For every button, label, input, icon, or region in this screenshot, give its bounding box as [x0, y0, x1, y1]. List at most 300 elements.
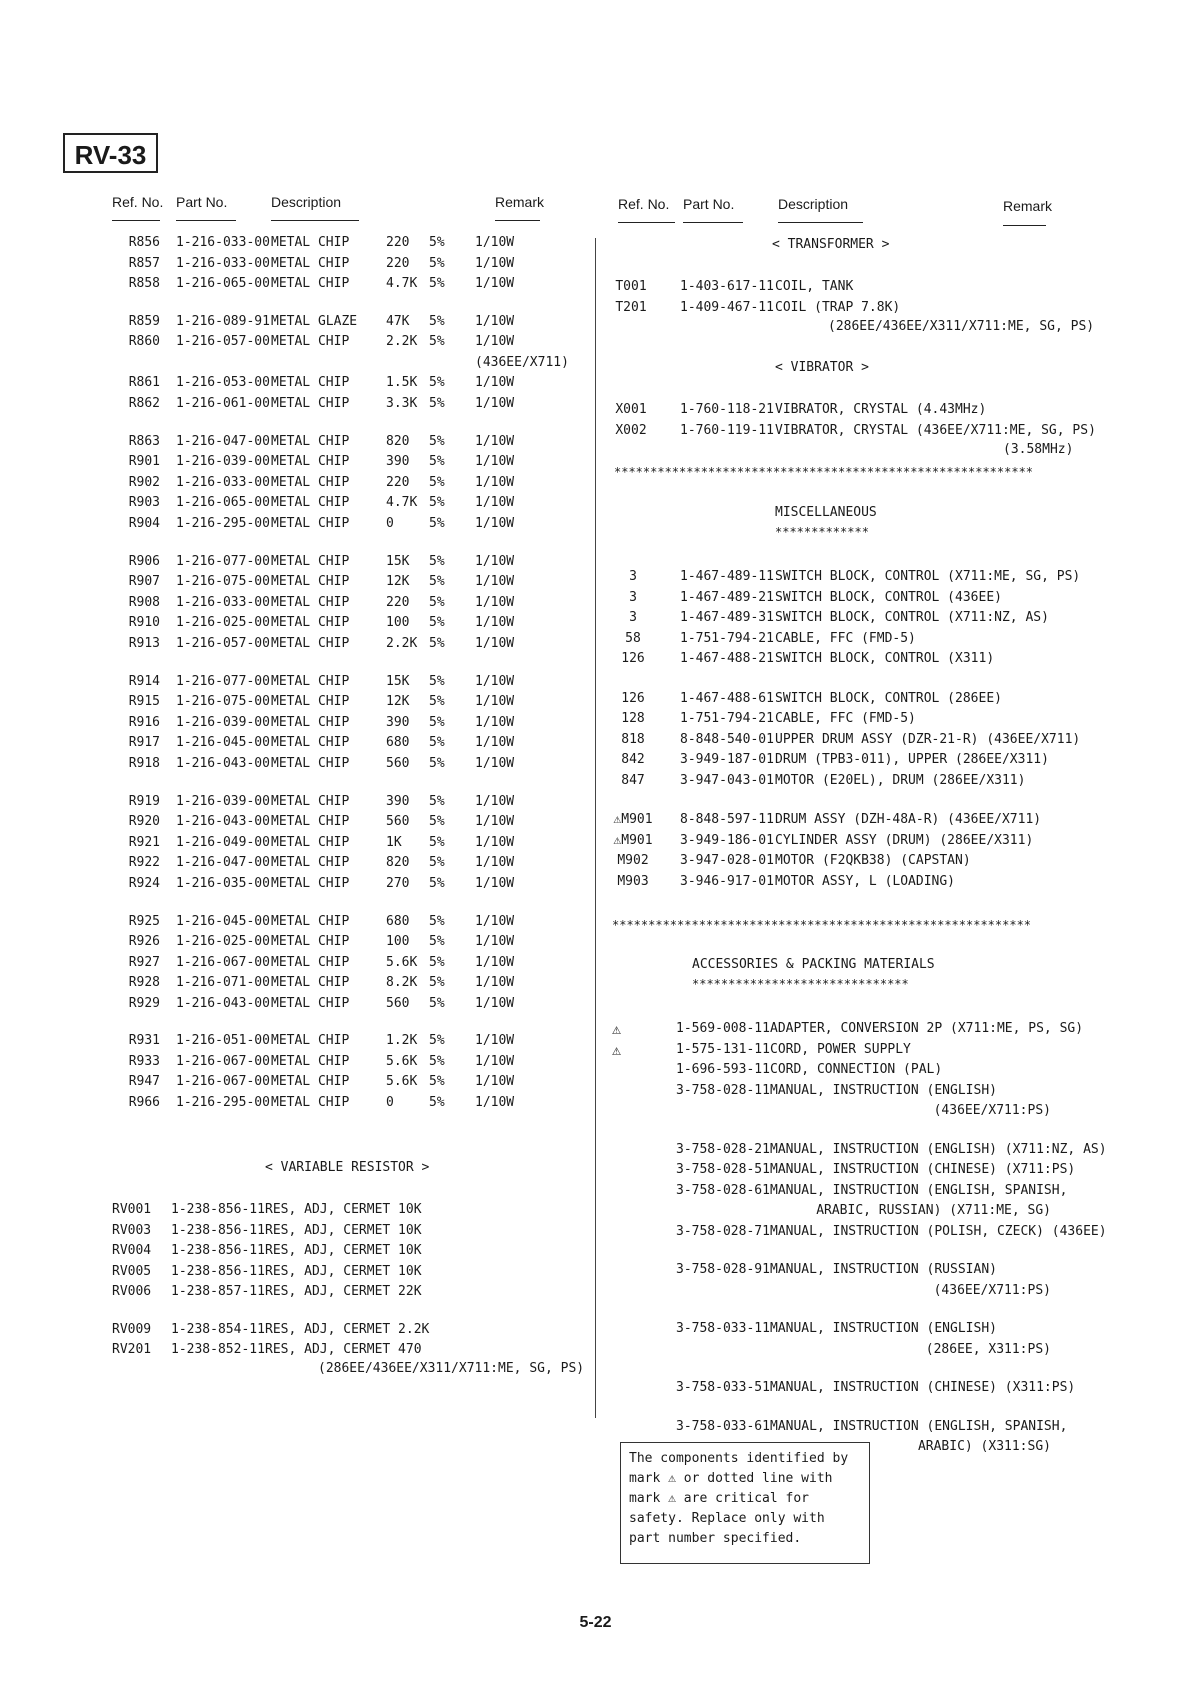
- cell-ref: R908: [128, 594, 160, 610]
- cell-part: 1-409-467-11: [680, 299, 774, 315]
- cell-part: 1-216-065-00: [176, 276, 270, 291]
- cell-desc: METAL CHIP: [271, 515, 350, 531]
- cell-part: 3-758-028-71: [676, 1223, 770, 1239]
- table-row: [0, 452, 595, 472]
- cell-part: 1-216-067-00: [176, 954, 270, 970]
- cell-desc: SWITCH BLOCK, CONTROL (286EE): [775, 690, 1002, 706]
- cell-ref: R918: [128, 755, 160, 771]
- cell-desc: MANUAL, INSTRUCTION (CHINESE) (X711:PS): [770, 1162, 1076, 1177]
- cell-tol: 5%: [429, 615, 445, 631]
- cell-val: 0: [386, 515, 394, 531]
- cell-tol: 5%: [429, 474, 445, 490]
- cell-remark: (436EE/X711:PS): [933, 1282, 1051, 1298]
- table-row: [0, 233, 595, 253]
- cell-part: 1-216-033-00: [176, 235, 270, 250]
- cell-ref: R910: [128, 615, 160, 631]
- header-remark-left: Remark: [495, 194, 545, 210]
- cell-desc: CYLINDER ASSY (DRUM) (286EE/X311): [775, 832, 1034, 848]
- cell-tol: 5%: [429, 954, 445, 970]
- cell-desc: METAL CHIP: [271, 694, 350, 710]
- cell-desc: METAL CHIP: [271, 673, 350, 689]
- separator-stars: **********************************************************: [612, 918, 1032, 932]
- cell-desc: MANUAL, INSTRUCTION (ENGLISH, SPANISH,: [770, 1182, 1068, 1198]
- cell-val: 1.5K: [386, 375, 418, 391]
- table-row: [0, 1260, 1191, 1280]
- cell-ref: R931: [128, 1033, 160, 1049]
- cell-tol: 5%: [429, 313, 445, 329]
- cell-tol: 5%: [429, 855, 445, 871]
- cell-val: 4.7K: [386, 276, 418, 291]
- cell-desc: MANUAL, INSTRUCTION (POLISH, CZECK) (436EE): [770, 1223, 1107, 1239]
- cell-part: 1-216-039-00: [176, 793, 270, 809]
- table-row: [0, 1040, 1191, 1060]
- cell-desc: RES, ADJ, CERMET 10K: [265, 1222, 422, 1238]
- cell-part: 3-949-186-01: [680, 832, 774, 848]
- cell-ref: R925: [128, 913, 160, 929]
- cell-val: 2.2K: [386, 334, 418, 350]
- cell-ref: 128: [621, 711, 645, 726]
- cell-part: 1-238-856-11: [171, 1202, 265, 1217]
- table-row: [0, 689, 1191, 709]
- cell-rem: 1/10W: [475, 735, 515, 751]
- cell-val: 390: [386, 793, 410, 809]
- cell-val: 680: [386, 913, 410, 929]
- cell-ref: R917: [128, 735, 160, 751]
- cell-desc: MOTOR (F2QKB38) (CAPSTAN): [775, 853, 971, 868]
- table-row: [0, 912, 595, 932]
- cell-ref: RV009: [112, 1321, 152, 1337]
- table-row: [0, 567, 1191, 587]
- cell-val: 560: [386, 755, 410, 771]
- cell-desc: METAL CHIP: [271, 1033, 350, 1049]
- table-row: [0, 1222, 1191, 1242]
- cell-desc: SWITCH BLOCK, CONTROL (X711:ME, SG, PS): [775, 569, 1081, 584]
- cell-tol: 5%: [429, 594, 445, 610]
- page-number: 5-22: [579, 1614, 612, 1631]
- cell-rem: 1/10W: [475, 793, 515, 809]
- cell-ref: R913: [128, 635, 160, 651]
- cell-tol: 5%: [429, 814, 445, 830]
- cell-part: 1-216-035-00: [176, 875, 270, 891]
- cell-tol: 5%: [429, 875, 445, 891]
- cell-desc: METAL CHIP: [271, 1053, 350, 1069]
- cell-part: 1-216-033-00: [176, 594, 270, 610]
- cell-rem: 1/10W: [475, 934, 515, 950]
- cell-part: 1-216-295-00: [176, 515, 270, 531]
- cell-rem: 1/10W: [475, 553, 515, 569]
- cell-desc: METAL CHIP: [271, 834, 350, 850]
- table-row: [0, 1140, 1191, 1160]
- cell-ref: R922: [128, 855, 160, 871]
- cell-tol: 5%: [429, 255, 445, 271]
- cell-desc: METAL GLAZE: [271, 313, 358, 329]
- cell-tol: 5%: [429, 235, 445, 250]
- cell-ref: R916: [128, 714, 160, 730]
- cell-desc: METAL CHIP: [271, 635, 350, 651]
- cell-tol: 5%: [429, 635, 445, 651]
- cell-ref: R903: [128, 495, 160, 511]
- cell-ref: R915: [128, 694, 160, 710]
- table-row: [0, 831, 1191, 851]
- cell-val: 390: [386, 714, 410, 730]
- table-row: [0, 629, 1191, 649]
- cell-part: 1-216-067-00: [176, 1074, 270, 1090]
- cell-desc: VIBRATOR, CRYSTAL (436EE/X711:ME, SG, PS): [775, 422, 1096, 438]
- cell-ref: X001: [615, 402, 647, 417]
- cell-rem: 1/10W: [475, 495, 515, 511]
- cell-tol: 5%: [429, 975, 445, 991]
- cell-desc: METAL CHIP: [271, 755, 350, 771]
- cell-desc: METAL CHIP: [271, 975, 350, 991]
- cell-rem: 1/10W: [475, 694, 515, 710]
- cell-desc: COIL (TRAP 7.8K): [775, 299, 901, 315]
- cell-ref: R924: [128, 875, 160, 891]
- cell-ref: ⚠M901: [613, 832, 653, 848]
- cell-desc: SWITCH BLOCK, CONTROL (436EE): [775, 589, 1002, 605]
- cell-rem: 1/10W: [475, 395, 515, 411]
- cell-part: 3-758-033-11: [676, 1321, 770, 1336]
- cell-desc: METAL CHIP: [271, 235, 350, 250]
- table-row: [0, 332, 595, 352]
- cell-ref: RV003: [112, 1222, 152, 1238]
- table-row: [0, 608, 1191, 628]
- cell-part: 3-949-187-01: [680, 752, 774, 767]
- cell-part: 3-947-028-01: [680, 853, 774, 868]
- cell-ref: R921: [128, 834, 160, 850]
- section-heading-miscellaneous: MISCELLANEOUS: [775, 505, 877, 520]
- cell-val: 270: [386, 875, 410, 891]
- cell-rem: 1/10W: [475, 995, 515, 1011]
- table-row: [0, 1060, 1191, 1080]
- cell-part: 1-216-043-00: [176, 755, 270, 771]
- cell-part: 8-848-540-01: [680, 731, 774, 747]
- cell-desc: METAL CHIP: [271, 954, 350, 970]
- table-row: [0, 1340, 1191, 1360]
- cell-desc: METAL CHIP: [271, 995, 350, 1011]
- section-heading-transformer: < TRANSFORMER >: [772, 237, 890, 252]
- cell-desc: METAL CHIP: [271, 495, 350, 511]
- cell-part: 1-216-049-00: [176, 834, 270, 850]
- cell-val: 220: [386, 474, 410, 490]
- cell-desc: COIL, TANK: [775, 279, 854, 294]
- cell-ref: R863: [128, 433, 160, 449]
- cell-desc: METAL CHIP: [271, 553, 350, 569]
- cell-tol: 5%: [429, 834, 445, 850]
- header-desc-right: Description: [778, 196, 849, 212]
- cell-desc: MOTOR (E20EL), DRUM (286EE/X311): [775, 772, 1026, 788]
- cell-tol: 5%: [429, 515, 445, 531]
- table-row: [0, 1081, 1191, 1101]
- cell-val: 5.6K: [386, 1074, 418, 1090]
- cell-rem: 1/10W: [475, 515, 515, 531]
- cell-part: 1-216-047-00: [176, 855, 270, 871]
- cell-desc: SWITCH BLOCK, CONTROL (X311): [775, 651, 995, 666]
- cell-ref: R927: [128, 954, 160, 970]
- table-row: [0, 298, 1191, 318]
- cell-ref: RV006: [112, 1284, 152, 1299]
- cell-part: 1-216-061-00: [176, 395, 270, 411]
- header-underline: [778, 222, 863, 223]
- cell-tol: 5%: [429, 913, 445, 929]
- cell-part: 1-216-051-00: [176, 1033, 270, 1049]
- cell-desc: METAL CHIP: [271, 714, 350, 730]
- cell-part: 1-238-852-11: [171, 1342, 265, 1357]
- cell-ref: R929: [128, 995, 160, 1011]
- table-row: [0, 1281, 1191, 1301]
- cell-part: 3-758-028-51: [676, 1162, 770, 1177]
- cell-ref: 3: [629, 569, 637, 584]
- table-row: [0, 851, 1191, 871]
- cell-val: 2.2K: [386, 635, 418, 651]
- cell-rem: 1/10W: [475, 1033, 515, 1049]
- cell-part: 1-216-045-00: [176, 735, 270, 751]
- cell-val: 3.3K: [386, 395, 418, 411]
- cell-desc: METAL CHIP: [271, 375, 350, 391]
- header-part-right: Part No.: [683, 196, 735, 212]
- cell-desc: RES, ADJ, CERMET 10K: [265, 1202, 422, 1217]
- cell-desc: METAL CHIP: [271, 855, 350, 871]
- cell-rem: 1/10W: [475, 714, 515, 730]
- cell-desc: MANUAL, INSTRUCTION (CHINESE) (X311:PS): [770, 1380, 1076, 1395]
- cell-val: 680: [386, 735, 410, 751]
- table-row: [0, 973, 595, 993]
- cell-ref: RV201: [112, 1342, 152, 1357]
- cell-val: 220: [386, 594, 410, 610]
- cell-ref: R928: [128, 975, 160, 991]
- cell-rem: 1/10W: [475, 276, 515, 291]
- cell-part: 1-467-488-21: [680, 651, 774, 666]
- cell-desc: METAL CHIP: [271, 875, 350, 891]
- cell-desc: RES, ADJ, CERMET 2.2K: [265, 1321, 430, 1337]
- cell-rem: 1/10W: [475, 834, 515, 850]
- cell-part: 1-216-033-00: [176, 255, 270, 271]
- cell-ref: RV001: [112, 1202, 152, 1217]
- table-row: [0, 421, 1191, 441]
- cell-desc: VIBRATOR, CRYSTAL (4.43MHz): [775, 402, 987, 417]
- cell-desc: MANUAL, INSTRUCTION (ENGLISH, SPANISH,: [770, 1418, 1068, 1434]
- table-row: [0, 810, 1191, 830]
- cell-ref: R920: [128, 814, 160, 830]
- cell-desc: METAL CHIP: [271, 793, 350, 809]
- cell-desc: UPPER DRUM ASSY (DZR-21-R) (436EE/X711): [775, 731, 1081, 747]
- cell-ref: M903: [617, 873, 649, 889]
- cell-part: 1-216-039-00: [176, 454, 270, 470]
- cell-rem: 1/10W: [475, 433, 515, 449]
- cell-desc: METAL CHIP: [271, 574, 350, 590]
- cell-desc: METAL CHIP: [271, 814, 350, 830]
- cell-ref: R859: [128, 313, 160, 329]
- cell-ref: RV005: [112, 1263, 152, 1279]
- cell-part: 1-760-118-21: [680, 402, 774, 417]
- cell-desc: RES, ADJ, CERMET 22K: [265, 1284, 422, 1299]
- table-row: [0, 730, 1191, 750]
- cell-part: 1-569-008-11: [676, 1021, 770, 1036]
- cell-rem: 1/10W: [475, 1053, 515, 1069]
- cell-part: 1-751-794-21: [680, 711, 774, 726]
- section-heading-variable-resistor: < VARIABLE RESISTOR >: [265, 1160, 430, 1175]
- header-remark-right: Remark: [1003, 198, 1053, 214]
- table-row: [0, 1437, 1191, 1457]
- cell-tol: 5%: [429, 1074, 445, 1090]
- cell-ref: R966: [128, 1094, 160, 1110]
- cell-tol: 5%: [429, 495, 445, 511]
- cell-part: 1-238-856-11: [171, 1222, 265, 1238]
- cell-desc: METAL CHIP: [271, 615, 350, 631]
- cell-ref: M902: [617, 853, 649, 868]
- header-underline: [495, 220, 540, 221]
- table-row: [0, 1201, 1191, 1221]
- cell-part: 1-467-489-31: [680, 610, 774, 625]
- cell-desc: METAL CHIP: [271, 735, 350, 751]
- cell-ref: R947: [128, 1074, 160, 1090]
- header-ref-left: Ref. No.: [112, 194, 164, 210]
- safety-note: The components identified by mark ⚠ or dotted line with mark ⚠ are critical for safety. Replace only with part number specified.: [620, 1442, 870, 1564]
- cell-part: 1-575-131-11: [676, 1041, 770, 1057]
- cell-part: 1-216-057-00: [176, 334, 270, 350]
- warning-icon: ⚠: [612, 1040, 622, 1059]
- cell-tol: 5%: [429, 276, 445, 291]
- table-row: [0, 771, 1191, 791]
- cell-rem: 1/10W: [475, 474, 515, 490]
- table-row: [0, 792, 595, 812]
- cell-tol: 5%: [429, 694, 445, 710]
- cell-val: 220: [386, 235, 410, 250]
- section-heading-accessories: ACCESSORIES & PACKING MATERIALS: [692, 957, 935, 972]
- cell-ref: R856: [128, 235, 160, 250]
- cell-part: 1-216-295-00: [176, 1094, 270, 1110]
- table-row: [0, 994, 595, 1014]
- table-row: [0, 932, 595, 952]
- cell-rem: 1/10W: [475, 913, 515, 929]
- cell-part: 1-216-053-00: [176, 375, 270, 391]
- cell-part: 1-216-025-00: [176, 615, 270, 631]
- cell-ref: T201: [615, 299, 647, 315]
- cell-part: 1-216-077-00: [176, 553, 270, 569]
- table-row: [0, 649, 1191, 669]
- cell-desc: RES, ADJ, CERMET 470: [265, 1342, 422, 1357]
- table-row: [0, 1101, 1191, 1121]
- header-ref-right: Ref. No.: [618, 196, 670, 212]
- table-row: [0, 1378, 1191, 1398]
- remark-note: (286EE/436EE/X311/X711:ME, SG, PS): [828, 319, 1095, 334]
- cell-part: 1-216-045-00: [176, 913, 270, 929]
- cell-part: 1-216-075-00: [176, 694, 270, 710]
- cell-rem: 1/10W: [475, 594, 515, 610]
- cell-ref: X002: [615, 422, 647, 438]
- remark-note: (3.58MHz): [1003, 442, 1074, 457]
- cell-ref: 3: [629, 610, 637, 625]
- cell-part: 1-216-071-00: [176, 975, 270, 991]
- cell-part: 1-216-025-00: [176, 934, 270, 950]
- header-underline: [683, 222, 743, 223]
- table-row: [0, 1241, 595, 1261]
- table-row: [0, 1417, 1191, 1437]
- cell-desc: METAL CHIP: [271, 395, 350, 411]
- cell-desc: METAL CHIP: [271, 255, 350, 271]
- cell-val: 12K: [386, 694, 410, 710]
- cell-tol: 5%: [429, 574, 445, 590]
- cell-val: 100: [386, 934, 410, 950]
- cell-rem: 1/10W: [475, 975, 515, 991]
- table-row: [0, 1160, 1191, 1180]
- cell-part: 1-216-047-00: [176, 433, 270, 449]
- cell-rem: 1/10W: [475, 235, 515, 250]
- cell-desc: DRUM ASSY (DZH-48A-R) (436EE/X711): [775, 812, 1042, 827]
- cell-ref: R906: [128, 553, 160, 569]
- cell-ref: R901: [128, 454, 160, 470]
- cell-val: 15K: [386, 553, 410, 569]
- cell-tol: 5%: [429, 1033, 445, 1049]
- cell-part: 1-467-488-61: [680, 690, 774, 706]
- table-row: [0, 1019, 1191, 1039]
- cell-ref: 3: [629, 589, 637, 605]
- cell-ref: R933: [128, 1053, 160, 1069]
- cell-part: 3-947-043-01: [680, 772, 774, 788]
- separator-stars: ******************************: [692, 977, 909, 991]
- cell-tol: 5%: [429, 714, 445, 730]
- cell-ref: 842: [621, 752, 645, 767]
- cell-ref: R857: [128, 255, 160, 271]
- cell-part: 1-216-075-00: [176, 574, 270, 590]
- cell-tol: 5%: [429, 755, 445, 771]
- cell-desc: CORD, POWER SUPPLY: [770, 1041, 911, 1057]
- cell-rem: 1/10W: [475, 375, 515, 391]
- cell-part: 1-696-593-11: [676, 1062, 770, 1077]
- cell-tol: 5%: [429, 334, 445, 350]
- cell-tol: 5%: [429, 673, 445, 689]
- cell-val: 390: [386, 454, 410, 470]
- table-row: [0, 493, 595, 513]
- cell-val: 0: [386, 1094, 394, 1110]
- cell-tol: 5%: [429, 553, 445, 569]
- cell-ref: R919: [128, 793, 160, 809]
- cell-ref: T001: [615, 279, 647, 294]
- cell-ref: ⚠M901: [613, 812, 653, 827]
- separator-stars: **********************************************************: [614, 465, 1034, 479]
- cell-rem: 1/10W: [475, 574, 515, 590]
- cell-desc: MANUAL, INSTRUCTION (RUSSIAN): [770, 1262, 997, 1277]
- section-heading-vibrator: < VIBRATOR >: [775, 360, 869, 375]
- cell-val: 820: [386, 855, 410, 871]
- cell-rem: 1/10W: [475, 875, 515, 891]
- cell-rem: 1/10W: [475, 334, 515, 350]
- cell-val: 560: [386, 995, 410, 1011]
- table-row: [0, 588, 1191, 608]
- cell-tol: 5%: [429, 1053, 445, 1069]
- cell-val: 4.7K: [386, 495, 418, 511]
- cell-desc: MANUAL, INSTRUCTION (ENGLISH): [770, 1082, 997, 1098]
- cell-part: 1-238-856-11: [171, 1243, 265, 1258]
- table-row: [0, 750, 1191, 770]
- cell-rem: 1/10W: [475, 673, 515, 689]
- cell-val: 8.2K: [386, 975, 418, 991]
- table-row: [0, 1181, 1191, 1201]
- cell-part: 3-758-028-91: [676, 1262, 770, 1277]
- cell-ref: 847: [621, 772, 645, 788]
- cell-desc: METAL CHIP: [271, 934, 350, 950]
- cell-rem: (436EE/X711): [475, 354, 569, 370]
- cell-part: 3-946-917-01: [680, 873, 774, 889]
- cell-ref: 818: [621, 731, 645, 747]
- table-row: [0, 400, 1191, 420]
- cell-remark: (286EE, X311:PS): [925, 1341, 1051, 1357]
- cell-tol: 5%: [429, 1094, 445, 1110]
- table-row: [0, 254, 595, 274]
- cell-desc: RES, ADJ, CERMET 10K: [265, 1243, 422, 1258]
- cell-part: 3-758-028-11: [676, 1082, 770, 1098]
- cell-part: 1-216-043-00: [176, 814, 270, 830]
- table-row: [0, 277, 1191, 297]
